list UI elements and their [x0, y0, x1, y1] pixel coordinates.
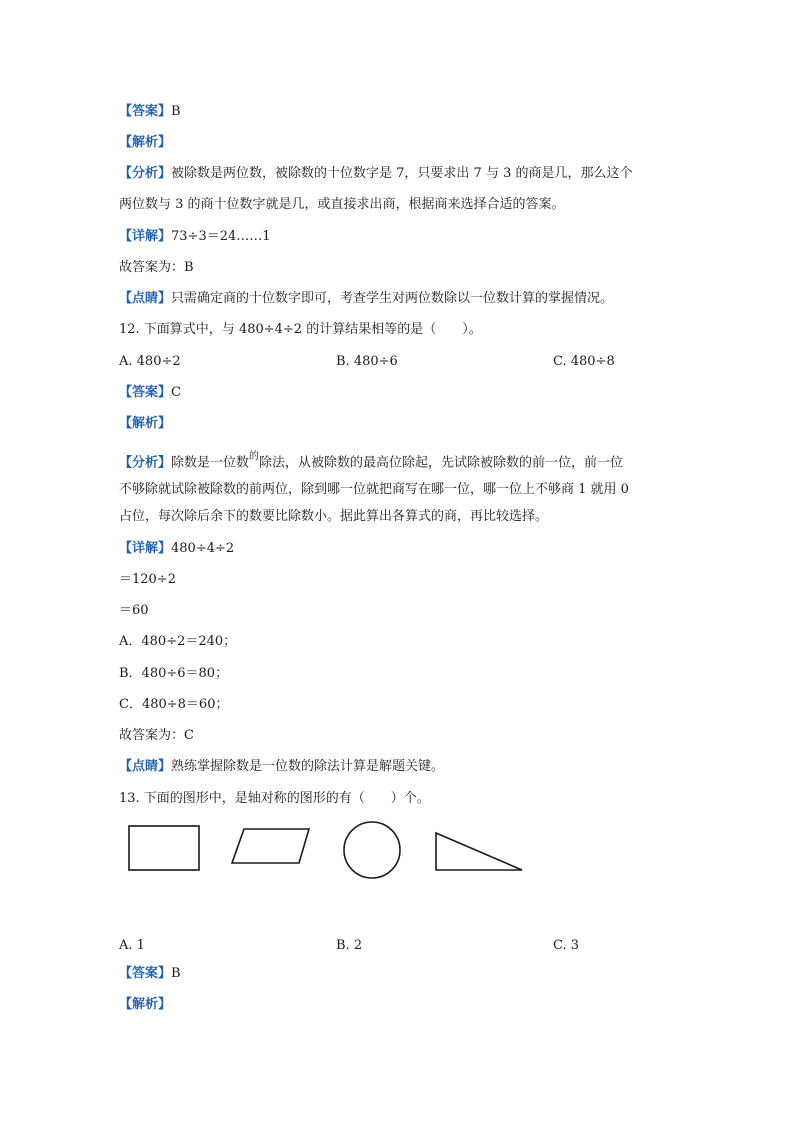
- q12-question: 12. 下面算式中，与 480÷4÷2 的计算结果相等的是（ ）。: [119, 322, 482, 337]
- q12-fenxi-line1: 【分析】除数是一位数$^的$除法，从被除数的最高位除起，先试除被除数的前一位，前一位: [119, 451, 624, 471]
- q11-detail: 【详解】73÷3＝24……1: [119, 229, 271, 244]
- q11-analysis-label: 【解析】: [119, 135, 172, 150]
- q11-fenxi-line2: 两位数与 3 的商十位数字就是几，或直接求出商，根据商来选择合适的答案。: [119, 197, 565, 212]
- q12-option-b: B. 480÷6: [336, 354, 398, 369]
- q13-option-b: B. 2: [336, 938, 363, 953]
- q12-dianjing: 【点睛】熟练掌握除数是一位数的除法计算是解题关键。: [119, 759, 445, 774]
- q12-answer: 【答案】C: [119, 385, 181, 400]
- q12-detail: 【详解】480÷4÷2: [119, 541, 235, 556]
- q13-shapes-figure: [119, 818, 539, 884]
- q11-answer: 【答案】B: [119, 104, 181, 119]
- q11-fenxi-line1: 【分析】被除数是两位数，被除数的十位数字是 7，只要求出 7 与 3 的商是几，那么这个: [119, 166, 633, 181]
- q13-analysis-label: 【解析】: [119, 997, 172, 1012]
- q12-calc-b: B．480÷6＝80；: [119, 666, 229, 681]
- q12-step2: ＝60: [119, 603, 149, 618]
- q13-option-a: A. 1: [119, 938, 145, 953]
- q12-fenxi-line3: 占位，每次除后余下的数要比除数小。据此算出各算式的商，再比较选择。: [119, 509, 549, 524]
- q13-answer: 【答案】B: [119, 966, 181, 981]
- q12-calc-c: C．480÷8＝60；: [119, 697, 229, 712]
- parallelogram-shape: [232, 829, 309, 863]
- q12-fenxi-superscript: 的: [249, 451, 260, 462]
- q12-step1: ＝120÷2: [119, 572, 176, 587]
- right-triangle-shape: [436, 833, 522, 870]
- q11-dianjing: 【点睛】只需确定商的十位数字即可，考查学生对两位数除以一位数计算的掌握情况。: [119, 291, 614, 306]
- q13-option-c: C. 3: [553, 938, 580, 953]
- q12-option-c: C. 480÷8: [553, 354, 615, 369]
- q12-conclusion: 故答案为：C: [119, 728, 194, 743]
- q13-question: 13. 下面的图形中，是轴对称的图形的有（ ）个。: [119, 791, 430, 806]
- rectangle-shape: [129, 826, 199, 870]
- q11-conclusion: 故答案为：B: [119, 260, 194, 275]
- circle-shape: [344, 822, 400, 878]
- q12-fenxi-line2: 不够除就试除被除数的前两位，除到哪一位就把商写在哪一位，哪一位上不够商 1 就用 0: [119, 482, 629, 497]
- q12-calc-a: A．480÷2＝240；: [119, 634, 237, 649]
- q12-analysis-label: 【解析】: [119, 416, 172, 431]
- q12-option-a: A. 480÷2: [119, 354, 181, 369]
